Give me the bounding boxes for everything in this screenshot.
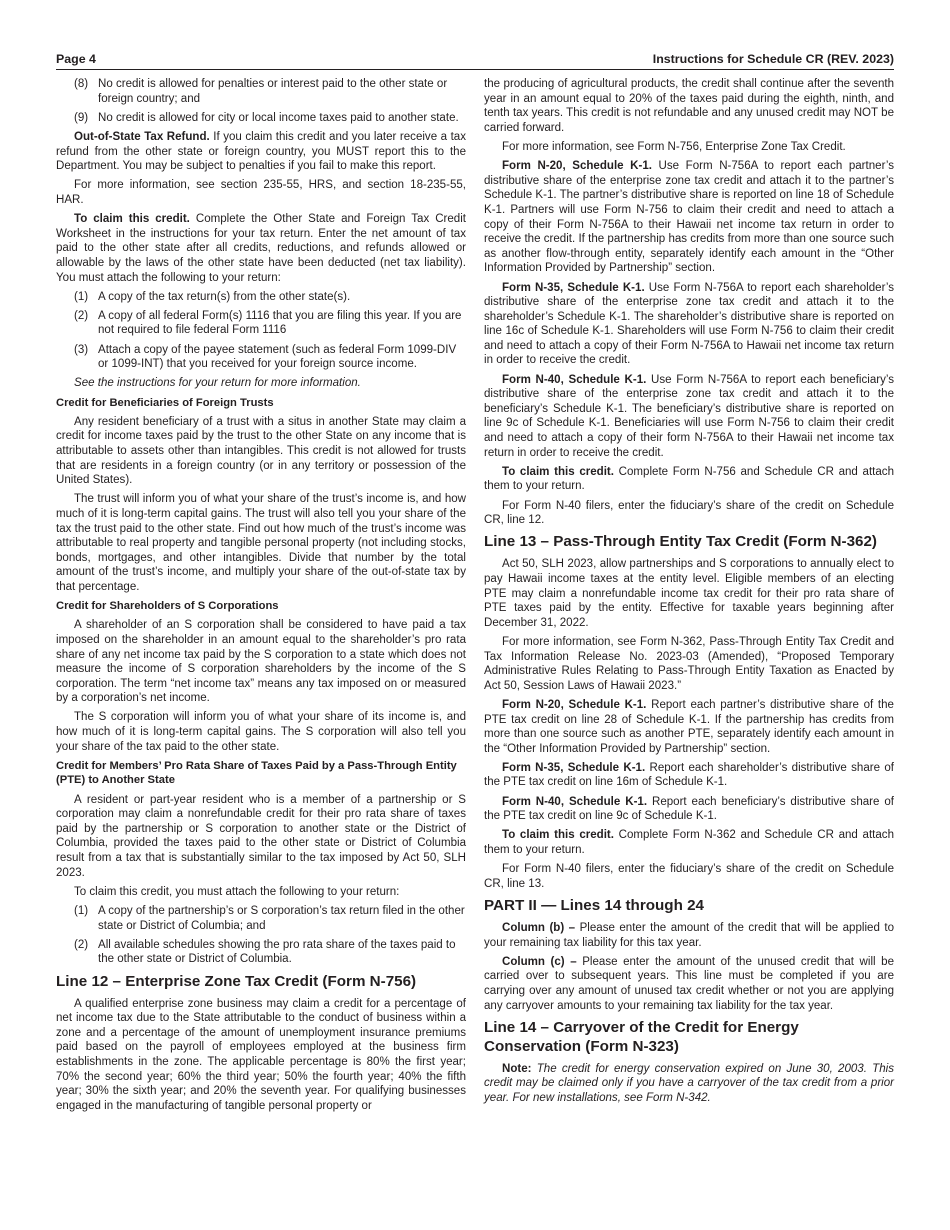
- n40-13-paragraph: [484, 795, 894, 824]
- list-number: (2): [74, 309, 89, 322]
- n40-filers-13: For Form N-40 filers, enter the fiduciary’s share of the credit on Schedule CR, line 13.: [484, 863, 894, 890]
- list-item: [56, 904, 466, 933]
- n40-filers-12: For Form N-40 filers, enter the fiduciary’s share of the credit on Schedule CR, line 12.: [484, 499, 894, 527]
- column-b-paragraph: [484, 921, 894, 950]
- list-number: (8): [74, 78, 89, 90]
- column-c-paragraph: [484, 955, 894, 1013]
- column-b-label: Column (b) –: [502, 922, 576, 934]
- trusts-paragraph-1: Any resident beneficiary of a trust with a situs in another State may claim a credit for income taxes paid by the trust to the other State on any income that is attributable to assets other than intangibles. This credit is not allowed for trusts that are residents in a foreign country (or in any territory or possession of the United States).: [56, 415, 466, 487]
- line13-paragraph-2: For more information, see Form N-362, Pass-Through Entity Tax Credit and Tax Information Release No. 2023-03 (Amended), “Proposed Temporary Administrative Rules Relating to Pass-Through Entity Taxation as Enacted by Act 50, Session Laws of Hawaii 2023.”: [484, 635, 894, 692]
- pte-paragraph-2: To claim this credit, you must attach the following to your return:: [74, 885, 400, 898]
- claim12-text: Complete Form N-756 and Schedule CR and attach them to your return.: [484, 465, 894, 493]
- n35-label: Form N-35, Schedule K-1.: [502, 281, 645, 294]
- note-text: The credit for energy conservation expired on June 30, 2003. This credit may be claimed only if you have a carryover of the tax credit from a prior year. For new installations, see Form N-342.: [484, 1062, 894, 1104]
- trusts-paragraph-2: The trust will inform you of what your share of the trust’s income is, and how much of it is long-term capital gains. The trust will also tell you your share of the tax the trust paid to the other state. Find out how much of the trust’s income was attributable to real property and tangible personal property (not including stocks, bonds, mortgages, and other intangibles. Divide that number by the total amount of the trust’s income, and multiply your share of the out-of-state tax by that percentage.: [56, 493, 466, 593]
- n35-paragraph: [484, 281, 894, 369]
- list-number: (1): [74, 904, 89, 917]
- column-c-label: Column (c) –: [502, 955, 577, 968]
- n20-13-label: Form N-20, Schedule K-1.: [502, 698, 647, 711]
- continued-paragraph: the producing of agricultural products, the credit shall continue after the seventh year in an amount equal to 20% of the taxes paid during the eighth, ninth, and tenth tax years. This credit is not refundable and any unused credit may NOT be carried forward.: [484, 78, 894, 134]
- claim13-paragraph: [484, 828, 894, 857]
- n35-13-paragraph: [484, 761, 894, 790]
- scorp-paragraph-1: A shareholder of an S corporation shall be considered to have paid a tax imposed on the shareholder in an amount equal to the shareholder’s pro rata share of any net income tax paid by the S corporation to a state which does not measure the income of S corporation shareholders by the income of the S corporation. The term “net income tax” means any tax imposed on or measured by a corporation’s net income.: [56, 619, 466, 705]
- refund-text: If you claim this credit and you later receive a tax refund from the other state or foreign country, you MUST report this to the Department. You may be subject to penalties if you fail to make this report.: [56, 130, 466, 173]
- n20-paragraph: [484, 159, 894, 276]
- note-paragraph: [484, 1062, 894, 1106]
- claim-paragraph: [56, 212, 466, 285]
- list-number: (9): [74, 111, 89, 124]
- n40-paragraph: [484, 373, 894, 461]
- list-item: [56, 938, 466, 967]
- claim12-label: To claim this credit.: [502, 465, 614, 478]
- list-number: (1): [74, 290, 89, 303]
- column-c-text: Please enter the amount of the unused credit that will be carried over to subsequent years. This line must be completed if you are carrying over any amount of unused tax credit whether or not you are applying any carryover amounts to your remaining tax liability for the tax year.: [484, 955, 894, 1012]
- list-item: [56, 290, 466, 305]
- claim-label: To claim this credit.: [74, 213, 190, 226]
- list-item: [56, 309, 466, 338]
- list-item: [56, 343, 466, 372]
- note-label: Note:: [502, 1062, 532, 1075]
- list-number: (3): [74, 343, 89, 356]
- claim13-label: To claim this credit.: [502, 829, 614, 842]
- scorp-paragraph-2: The S corporation will inform you of what your share of its income is, and how much of it is long-term capital gains. The S corporation will also tell you your share of the tax paid to the other state.: [56, 711, 466, 753]
- scorp-heading: Credit for Shareholders of S Corporations: [56, 600, 279, 613]
- n40-13-text: Report each beneficiary’s distributive share of the PTE tax credit on line 9c of Schedule K-1.: [484, 795, 894, 823]
- n20-label: Form N-20, Schedule K-1.: [502, 160, 652, 173]
- n20-text: Use Form N-756A to report each partner’s distributive share of the enterprise zone tax credit and attach it to the partner’s Schedule K-1. The partner’s distributive share is reported on line 18 of Schedule K-1. Partners will use Form N-756 to claim their credit and need to attach a copy of their Form N-756A to their Hawaii net income tax return in order to receive the credit. If the partnership has credits from more than one source such as another flow-through entity, separately identify each amount in the “Other Information Provided by Partnership” section.: [484, 160, 894, 275]
- pte-paragraph-1: A resident or part-year resident who is a member of a partnership or S corporation may claim a nonrefundable credit for their pro rata share of taxes paid by the partnership or S corporation to another state or the District of Columbia, provided the taxes paid to the other state or District of Columbia result from a tax that is substantially similar to the tax imposed by Act 50, SLH 2023.: [56, 793, 466, 879]
- pte-heading: Credit for Members’ Pro Rata Share of Taxes Paid by a Pass-Through Entity (PTE) to Another State: [56, 759, 457, 787]
- line12-heading: Line 12 – Enterprise Zone Tax Credit (Form N-756): [56, 972, 417, 990]
- more-info-756: For more information, see Form N-756, Enterprise Zone Tax Credit.: [502, 140, 846, 153]
- line13-heading: Line 13 – Pass-Through Entity Tax Credit (Form N-362): [484, 533, 877, 551]
- list-text: A copy of all federal Form(s) 1116 that you are filing this year. If you are not required to file federal Form 1116: [98, 309, 462, 337]
- list-number: (2): [74, 938, 89, 951]
- n40-label: Form N-40, Schedule K-1.: [502, 373, 647, 386]
- list-text: No credit is allowed for penalties or interest paid to the other state or foreign country; and: [98, 78, 448, 105]
- claim13-text: Complete Form N-362 and Schedule CR and attach them to your return.: [484, 829, 894, 857]
- n40-13-label: Form N-40, Schedule K-1.: [502, 795, 648, 808]
- line13-paragraph-1: Act 50, SLH 2023, allow partnerships and S corporations to annually elect to pay Hawaii income taxes at the entity level. Eligible members of an electing PTE may claim a nonrefundable income tax credit for their pro rata share of PTE taxes paid by the entity. Effective for taxable years beginning after December 31, 2022.: [484, 558, 894, 629]
- n40-text: Use Form N-756A to report each beneficiary’s distributive share of the enterprise zone tax credit and attach it to the beneficiary’s Schedule K-1. The beneficiary’s distributive share is reported on line 9c of Schedule K-1. Beneficiaries will use Form N-756 to claim their credit and need to attach a copy of their form N-756A to their Hawaii net income tax return in order to receive the credit.: [484, 373, 894, 459]
- list-text: All available schedules showing the pro rata share of the taxes paid to the other state or District of Columbia.: [98, 938, 456, 966]
- list-text: No credit is allowed for city or local income taxes paid to another state.: [98, 111, 459, 124]
- n35-13-text: Report each shareholder’s distributive share of the PTE tax credit on line 16m of Schedule K-1.: [484, 761, 894, 789]
- list-text: A copy of the partnership’s or S corporation’s tax return filed in the other state or District of Columbia; and: [98, 904, 465, 932]
- claim12-paragraph: [484, 465, 894, 494]
- page-header: [56, 52, 894, 70]
- claim-text: Complete the Other State and Foreign Tax Credit Worksheet in the instructions for your tax return. Enter the net amount of tax paid to the other state after all credits, reductions, and refunds allowed or allowable by the laws of the other state have been deducted (net tax liability). You must attach the following to your return:: [56, 213, 466, 284]
- n35-13-label: Form N-35, Schedule K-1.: [502, 761, 646, 774]
- part2-heading: PART II — Lines 14 through 24: [484, 897, 704, 914]
- column-b-text: Please enter the amount of the credit that will be applied to your remaining tax liability for this tax year.: [484, 922, 894, 949]
- list-item: [56, 111, 466, 126]
- trusts-heading: Credit for Beneficiaries of Foreign Trusts: [56, 396, 274, 409]
- refund-label: Out-of-State Tax Refund.: [74, 130, 210, 143]
- see-instructions-note: See the instructions for your return for more information.: [74, 377, 361, 390]
- list-text: A copy of the tax return(s) from the other state(s).: [98, 290, 351, 303]
- line14-heading: Line 14 – Carryover of the Credit for Energy Conservation (Form N-323): [484, 1018, 799, 1055]
- right-column: [484, 77, 894, 1110]
- refund-paragraph: [56, 130, 466, 174]
- n20-13-paragraph: [484, 698, 894, 756]
- n35-text: Use Form N-756A to report each shareholder’s distributive share of the enterprise zone tax credit and attach it to the shareholder’s Schedule K-1. The shareholder’s distributive share is reported on line 16c of Schedule K-1. Shareholders will use Form N-756 to claim their credit and need to attach a copy of their Form N-756A to Hawaii net income tax return in order to receive the credit.: [484, 281, 894, 367]
- n20-13-text: Report each partner’s distributive share of the PTE tax credit on line 28 of Schedule K-1. If the partnership has credits from more than one source such as another PTE, separately identify each amount in the “Other Information Provided by Partnership” section.: [484, 698, 894, 755]
- page-number: Page 4: [56, 52, 96, 66]
- document-title: Instructions for Schedule CR (REV. 2023): [652, 52, 894, 66]
- more-info-paragraph: For more information, see section 235-55, HRS, and section 18-235-55, HAR.: [56, 179, 466, 206]
- left-column: [56, 77, 466, 1118]
- line12-paragraph: A qualified enterprise zone business may claim a credit for a percentage of net income tax due to the State attributable to the conduct of business within a zone and a percentage of the amount of unemployment insurance premiums paid based on the payroll of employees employed at the business firm establishments in the zone. The applicable percentage is 80% the first year; 70% the second year; 60% the third year; 50% the fourth year; 40% the fifth year; 30% the sixth year; and 20% the seventh year. For qualifying businesses engaged in the manufacturing of tangible personal property or: [56, 997, 466, 1112]
- list-item: [56, 77, 466, 106]
- list-text: Attach a copy of the payee statement (such as federal Form 1099-DIV or 1099-INT) that you received for your foreign source income.: [98, 343, 457, 371]
